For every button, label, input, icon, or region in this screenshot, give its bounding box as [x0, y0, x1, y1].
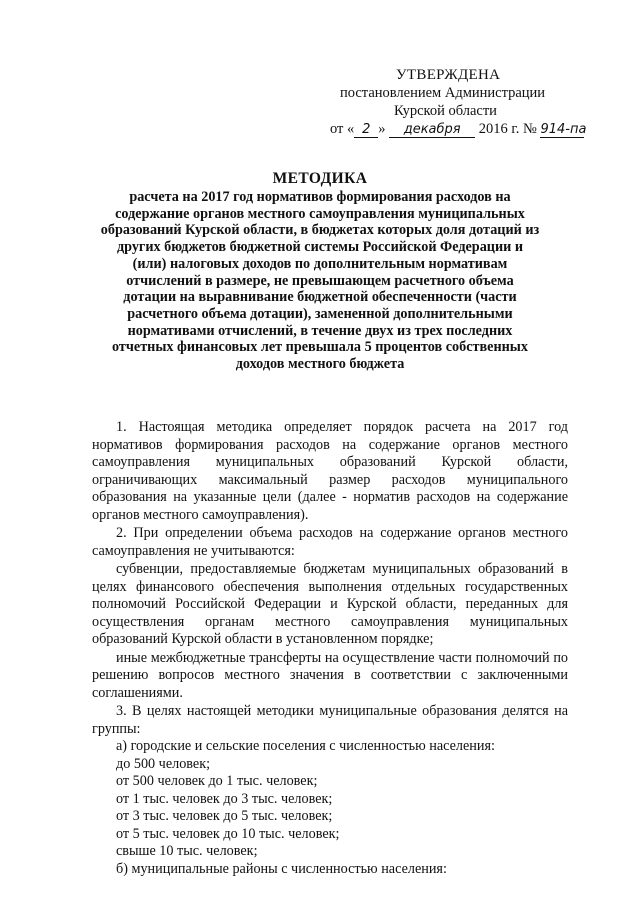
document-subtitle	[60, 189, 580, 373]
paragraph-3: 3. В целях настоящей методики муниципальные образования делятся на группы:	[92, 703, 568, 737]
subtitle-line: расчетного объема дотации), замененной дополнительными	[127, 305, 513, 322]
date-month: декабря	[389, 123, 475, 138]
subtitle-line: образований Курской области, в бюджетах которых доля дотаций из	[100, 222, 540, 239]
subtitle-line: отчислений в размере, не превышающем расчетного объема	[126, 272, 514, 289]
paragraph-subventions: субвенции, предоставляемые бюджетам муниципальных образований в целях финансового обеспечения выполнения отдельных государственных полномочий Российской Федерации и Курской области, переданных для осуществления органам местного самоуправления муниципальных образований Курской области в установленном порядке;	[92, 561, 568, 647]
subtitle-line: нормативами отчислений, в течение двух из трех последних	[127, 322, 513, 339]
group-a-heading: а) городские и сельские поселения с численностью населения:	[116, 738, 495, 754]
population-range-item: от 500 человек до 1 тыс. человек;	[116, 773, 318, 789]
document-body	[92, 419, 568, 878]
approval-title: УТВЕРЖДЕНА	[396, 67, 501, 83]
subtitle-line: отчетных финансовых лет превышала 5 процентов собственных	[112, 339, 528, 356]
subtitle-line: доходов местного бюджета	[235, 356, 405, 373]
subtitle-line: (или) налоговых доходов по дополнительным нормативам	[132, 255, 508, 272]
population-range-item: от 5 тыс. человек до 10 тыс. человек;	[116, 825, 340, 842]
approval-date-line	[330, 120, 600, 138]
paragraph-transfers: иные межбюджетные трансферты на осуществление части полномочий по решению вопросов местного значения в соответствии с заключенными соглашениями.	[92, 649, 568, 701]
population-range-item: от 1 тыс. человек до 3 тыс. человек;	[116, 790, 333, 807]
date-day-suffix: »	[378, 121, 386, 137]
paragraph-1: 1. Настоящая методика определяет порядок расчета на 2017 год нормативов формирования расходов на содержание органов местного самоуправления муниципальных образований Курской области, ограничивающих максимальный размер расходов муниципального образования на указанные цели (далее - норматив расходов на содержание органов местного самоуправления).	[92, 419, 568, 523]
date-prefix: от «	[330, 121, 355, 137]
subtitle-line: расчета на 2017 год нормативов формирования расходов на	[129, 189, 511, 205]
subtitle-line: содержание органов местного самоуправления муниципальных	[115, 205, 525, 222]
group-b-heading: б) муниципальные районы с численностью населения:	[116, 860, 447, 877]
population-range-item: от 3 тыс. человек до 5 тыс. человек;	[116, 808, 333, 824]
decree-number: 914-па	[540, 122, 587, 137]
subtitle-line: дотации на выравнивание бюджетной обеспеченности (части	[123, 289, 517, 306]
population-range-item: свыше 10 тыс. человек;	[116, 843, 258, 859]
approval-stamp	[330, 66, 600, 138]
approval-region: Курской области	[394, 103, 497, 119]
subtitle-line: других бюджетов бюджетной системы Российской Федерации и	[116, 239, 524, 256]
document-title: МЕТОДИКА	[272, 170, 368, 187]
approval-issuer: постановлением Администрации	[340, 85, 546, 101]
date-day: 2	[354, 123, 378, 138]
population-range-item: до 500 человек;	[116, 755, 211, 772]
paragraph-2: 2. При определении объема расходов на содержание органов местного самоуправления не учитываются:	[92, 525, 568, 559]
date-year: 2016 г. №	[478, 121, 537, 137]
